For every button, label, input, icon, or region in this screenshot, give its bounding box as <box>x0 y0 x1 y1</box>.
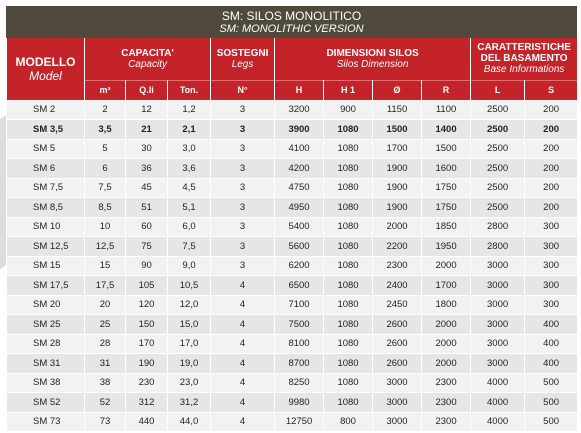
value-cell: 44,0 <box>168 412 211 432</box>
value-cell: 1080 <box>324 334 373 354</box>
table-row <box>7 276 578 296</box>
value-cell: 4 <box>211 354 275 374</box>
model-cell: SM 3,5 <box>7 120 85 140</box>
unit-diameter: Ø <box>373 80 422 100</box>
model-cell: SM 52 <box>7 393 85 413</box>
value-cell: 300 <box>525 237 578 257</box>
value-cell: 3 <box>211 217 275 237</box>
value-cell: 2 <box>85 100 126 120</box>
value-cell: 500 <box>525 412 578 432</box>
value-cell: 1900 <box>373 159 422 179</box>
value-cell: 1080 <box>324 159 373 179</box>
value-cell: 17,5 <box>85 276 126 296</box>
value-cell: 3000 <box>471 276 525 296</box>
value-cell: 10 <box>85 217 126 237</box>
value-cell: 2000 <box>422 256 471 276</box>
unit-height: H <box>275 80 324 100</box>
value-cell: 1700 <box>422 276 471 296</box>
value-cell: 1750 <box>422 178 471 198</box>
value-cell: 1080 <box>324 139 373 159</box>
value-cell: 5,1 <box>168 198 211 218</box>
value-cell: 2200 <box>373 237 422 257</box>
value-cell: 440 <box>126 412 168 432</box>
value-cell: 3000 <box>471 334 525 354</box>
table-row <box>7 100 578 120</box>
value-cell: 2800 <box>471 217 525 237</box>
value-cell: 6500 <box>275 276 324 296</box>
value-cell: 1080 <box>324 276 373 296</box>
value-cell: 12750 <box>275 412 324 432</box>
value-cell: 2500 <box>471 198 525 218</box>
value-cell: 36 <box>126 159 168 179</box>
value-cell: 4200 <box>275 159 324 179</box>
value-cell: 3,6 <box>168 159 211 179</box>
value-cell: 4100 <box>275 139 324 159</box>
header-base-english: Base Informations <box>483 64 565 76</box>
value-cell: 1080 <box>324 256 373 276</box>
value-cell: 1900 <box>373 198 422 218</box>
value-cell: 1500 <box>422 139 471 159</box>
table-body <box>7 100 578 432</box>
value-cell: 1080 <box>324 373 373 393</box>
value-cell: 90 <box>126 256 168 276</box>
value-cell: 51 <box>126 198 168 218</box>
value-cell: 4950 <box>275 198 324 218</box>
value-cell: 5600 <box>275 237 324 257</box>
value-cell: 3 <box>211 159 275 179</box>
value-cell: 800 <box>324 412 373 432</box>
table-row <box>7 120 578 140</box>
unit-quintals: Q.li <box>126 80 168 100</box>
header-base-label-1: CARATTERISTICHE <box>477 42 571 54</box>
value-cell: 1700 <box>373 139 422 159</box>
value-cell: 2500 <box>471 100 525 120</box>
header-model-label: MODELLO <box>15 55 76 69</box>
value-cell: 3 <box>211 237 275 257</box>
value-cell: 2500 <box>471 178 525 198</box>
value-cell: 75 <box>126 237 168 257</box>
value-cell: 6 <box>85 159 126 179</box>
value-cell: 6,0 <box>168 217 211 237</box>
value-cell: 2500 <box>471 159 525 179</box>
value-cell: 4000 <box>471 393 525 413</box>
value-cell: 3 <box>211 198 275 218</box>
value-cell: 2600 <box>373 334 422 354</box>
value-cell: 230 <box>126 373 168 393</box>
value-cell: 1950 <box>422 237 471 257</box>
model-cell: SM 17,5 <box>7 276 85 296</box>
value-cell: 30 <box>126 139 168 159</box>
value-cell: 45 <box>126 178 168 198</box>
value-cell: 8100 <box>275 334 324 354</box>
value-cell: 2600 <box>373 354 422 374</box>
table-row <box>7 178 578 198</box>
value-cell: 4 <box>211 276 275 296</box>
value-cell: 2000 <box>422 354 471 374</box>
table-row <box>7 256 578 276</box>
value-cell: 3000 <box>471 295 525 315</box>
value-cell: 1080 <box>324 237 373 257</box>
value-cell: 105 <box>126 276 168 296</box>
value-cell: 2,1 <box>168 120 211 140</box>
value-cell: 2400 <box>373 276 422 296</box>
value-cell: 10,5 <box>168 276 211 296</box>
value-cell: 15 <box>85 256 126 276</box>
value-cell: 3 <box>211 100 275 120</box>
value-cell: 200 <box>525 159 578 179</box>
unit-base-length: L <box>471 80 525 100</box>
value-cell: 7,5 <box>168 237 211 257</box>
header-model-english: Model <box>29 69 62 83</box>
model-cell: SM 25 <box>7 315 85 335</box>
value-cell: 23,0 <box>168 373 211 393</box>
value-cell: 7100 <box>275 295 324 315</box>
value-cell: 3 <box>211 178 275 198</box>
value-cell: 1800 <box>422 295 471 315</box>
value-cell: 31 <box>85 354 126 374</box>
model-cell: SM 6 <box>7 159 85 179</box>
value-cell: 2300 <box>422 412 471 432</box>
value-cell: 200 <box>525 139 578 159</box>
value-cell: 8250 <box>275 373 324 393</box>
value-cell: 73 <box>85 412 126 432</box>
value-cell: 2300 <box>422 373 471 393</box>
value-cell: 3000 <box>471 315 525 335</box>
table-row <box>7 217 578 237</box>
value-cell: 900 <box>324 100 373 120</box>
value-cell: 120 <box>126 295 168 315</box>
value-cell: 15,0 <box>168 315 211 335</box>
model-cell: SM 38 <box>7 373 85 393</box>
model-cell: SM 12,5 <box>7 237 85 257</box>
value-cell: 300 <box>525 276 578 296</box>
value-cell: 1150 <box>373 100 422 120</box>
table-row <box>7 198 578 218</box>
model-cell: SM 20 <box>7 295 85 315</box>
value-cell: 200 <box>525 198 578 218</box>
value-cell: 19,0 <box>168 354 211 374</box>
header-model <box>7 38 85 100</box>
value-cell: 8700 <box>275 354 324 374</box>
header-legs-label: SOSTEGNI <box>216 47 269 59</box>
value-cell: 2300 <box>422 393 471 413</box>
value-cell: 9980 <box>275 393 324 413</box>
value-cell: 3,0 <box>168 139 211 159</box>
value-cell: 200 <box>525 178 578 198</box>
silos-spec-table <box>6 38 578 432</box>
value-cell: 400 <box>525 334 578 354</box>
value-cell: 4000 <box>471 373 525 393</box>
header-row-units <box>7 80 578 100</box>
table-title-bar <box>6 6 577 38</box>
value-cell: 1080 <box>324 217 373 237</box>
value-cell: 12,0 <box>168 295 211 315</box>
value-cell: 1400 <box>422 120 471 140</box>
value-cell: 3000 <box>471 354 525 374</box>
value-cell: 4 <box>211 315 275 335</box>
value-cell: 150 <box>126 315 168 335</box>
value-cell: 3000 <box>471 256 525 276</box>
value-cell: 2000 <box>422 334 471 354</box>
value-cell: 1600 <box>422 159 471 179</box>
value-cell: 3000 <box>373 412 422 432</box>
value-cell: 28 <box>85 334 126 354</box>
value-cell: 312 <box>126 393 168 413</box>
value-cell: 1,2 <box>168 100 211 120</box>
model-cell: SM 73 <box>7 412 85 432</box>
value-cell: 2300 <box>373 256 422 276</box>
value-cell: 2600 <box>373 315 422 335</box>
value-cell: 2500 <box>471 139 525 159</box>
value-cell: 1500 <box>373 120 422 140</box>
value-cell: 4 <box>211 334 275 354</box>
value-cell: 1080 <box>324 178 373 198</box>
value-cell: 3 <box>211 139 275 159</box>
value-cell: 1100 <box>422 100 471 120</box>
value-cell: 2450 <box>373 295 422 315</box>
value-cell: 4 <box>211 373 275 393</box>
value-cell: 3 <box>211 256 275 276</box>
value-cell: 4000 <box>471 412 525 432</box>
header-legs-english: Legs <box>231 58 254 70</box>
value-cell: 9,0 <box>168 256 211 276</box>
model-cell: SM 31 <box>7 354 85 374</box>
header-dimensions <box>275 38 471 80</box>
value-cell: 200 <box>525 120 578 140</box>
header-dimensions-english: Silos Dimension <box>336 58 409 70</box>
value-cell: 1080 <box>324 315 373 335</box>
value-cell: 300 <box>525 256 578 276</box>
value-cell: 1850 <box>422 217 471 237</box>
value-cell: 7500 <box>275 315 324 335</box>
table-row <box>7 139 578 159</box>
table-row <box>7 373 578 393</box>
value-cell: 25 <box>85 315 126 335</box>
value-cell: 170 <box>126 334 168 354</box>
value-cell: 4 <box>211 295 275 315</box>
title-italian: SM: SILOS MONOLITICO <box>221 8 362 23</box>
value-cell: 3,5 <box>85 120 126 140</box>
table-row <box>7 159 578 179</box>
value-cell: 12 <box>126 100 168 120</box>
value-cell: 190 <box>126 354 168 374</box>
value-cell: 2500 <box>471 120 525 140</box>
value-cell: 1900 <box>373 178 422 198</box>
header-base <box>471 38 578 80</box>
value-cell: 1080 <box>324 354 373 374</box>
value-cell: 60 <box>126 217 168 237</box>
value-cell: 1080 <box>324 120 373 140</box>
value-cell: 3000 <box>373 373 422 393</box>
value-cell: 2000 <box>373 217 422 237</box>
value-cell: 400 <box>525 315 578 335</box>
value-cell: 500 <box>525 373 578 393</box>
table-row <box>7 295 578 315</box>
unit-tons: Ton. <box>168 80 211 100</box>
value-cell: 300 <box>525 217 578 237</box>
table-row <box>7 354 578 374</box>
value-cell: 31,2 <box>168 393 211 413</box>
unit-height-1: H 1 <box>324 80 373 100</box>
value-cell: 3900 <box>275 120 324 140</box>
table-row <box>7 412 578 432</box>
value-cell: 3 <box>211 120 275 140</box>
value-cell: 1080 <box>324 295 373 315</box>
value-cell: 4,5 <box>168 178 211 198</box>
header-capacity-label: CAPACITA' <box>121 47 174 59</box>
value-cell: 12,5 <box>85 237 126 257</box>
header-capacity <box>85 38 211 80</box>
unit-legs-number: N° <box>211 80 275 100</box>
model-cell: SM 28 <box>7 334 85 354</box>
table-row <box>7 315 578 335</box>
value-cell: 4 <box>211 412 275 432</box>
value-cell: 6200 <box>275 256 324 276</box>
value-cell: 21 <box>126 120 168 140</box>
value-cell: 400 <box>525 354 578 374</box>
header-dimensions-label: DIMENSIONI SILOS <box>326 47 419 59</box>
table-row <box>7 393 578 413</box>
value-cell: 1080 <box>324 393 373 413</box>
value-cell: 500 <box>525 393 578 413</box>
value-cell: 3200 <box>275 100 324 120</box>
value-cell: 17,0 <box>168 334 211 354</box>
value-cell: 7,5 <box>85 178 126 198</box>
value-cell: 52 <box>85 393 126 413</box>
unit-base-thickness: S <box>525 80 578 100</box>
value-cell: 1080 <box>324 198 373 218</box>
unit-volume: m³ <box>85 80 126 100</box>
model-cell: SM 8,5 <box>7 198 85 218</box>
model-cell: SM 7,5 <box>7 178 85 198</box>
value-cell: 8,5 <box>85 198 126 218</box>
title-english: SM: MONOLITHIC VERSION <box>219 22 364 35</box>
header-legs <box>211 38 275 80</box>
value-cell: 300 <box>525 295 578 315</box>
model-cell: SM 2 <box>7 100 85 120</box>
header-capacity-english: Capacity <box>128 58 167 70</box>
unit-radius: R <box>422 80 471 100</box>
model-cell: SM 10 <box>7 217 85 237</box>
value-cell: 4750 <box>275 178 324 198</box>
value-cell: 4 <box>211 393 275 413</box>
header-row-main <box>7 38 578 80</box>
value-cell: 2800 <box>471 237 525 257</box>
table-row <box>7 334 578 354</box>
value-cell: 20 <box>85 295 126 315</box>
value-cell: 1750 <box>422 198 471 218</box>
value-cell: 38 <box>85 373 126 393</box>
table-row <box>7 237 578 257</box>
value-cell: 2000 <box>422 315 471 335</box>
value-cell: 200 <box>525 100 578 120</box>
model-cell: SM 15 <box>7 256 85 276</box>
value-cell: 3000 <box>373 393 422 413</box>
model-cell: SM 5 <box>7 139 85 159</box>
value-cell: 5 <box>85 139 126 159</box>
value-cell: 5400 <box>275 217 324 237</box>
header-base-label-2: DEL BASAMENTO <box>480 53 568 65</box>
